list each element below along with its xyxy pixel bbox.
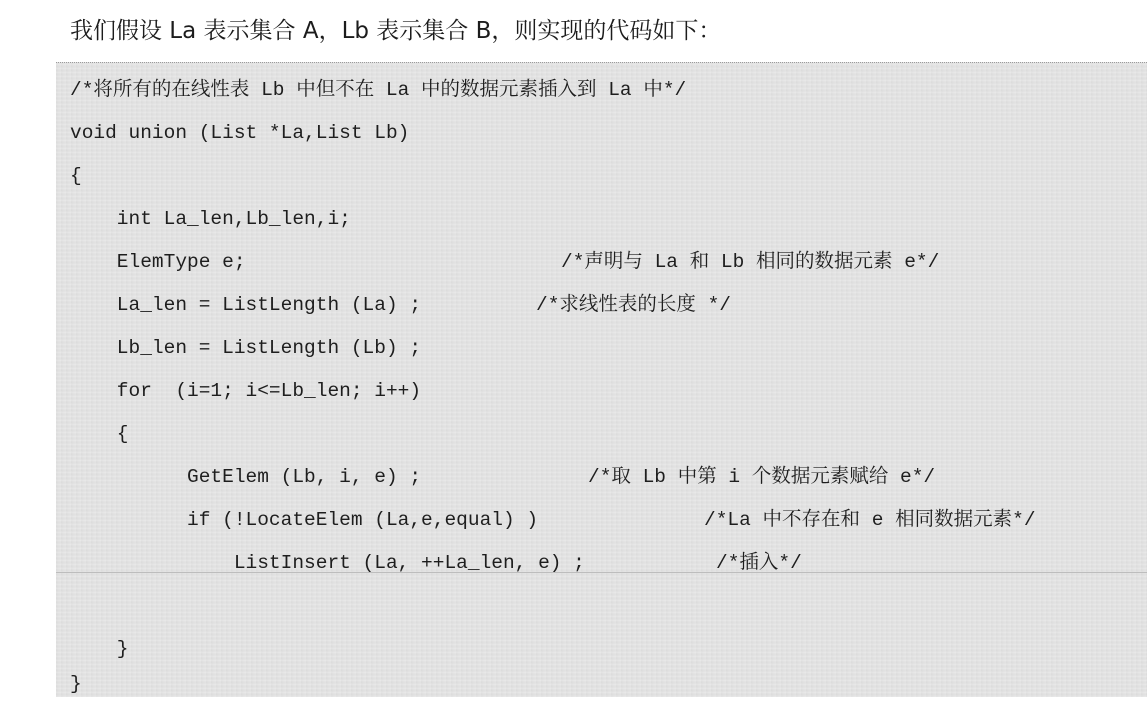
scan-divider-line <box>56 572 1147 573</box>
code-line-1: /*将所有的在线性表 Lb 中但不在 La 中的数据元素插入到 La 中*/ <box>70 79 687 101</box>
code-line-14: } <box>70 638 129 660</box>
code-line-7: Lb_len = ListLength (Lb) ; <box>70 337 422 359</box>
code-line-11: if (!LocateElem (La,e,equal) ) <box>70 509 539 531</box>
code-line-8: for (i=1; i<=Lb_len; i++) <box>70 380 422 402</box>
code-comment-5: /*声明与 La 和 Lb 相同的数据元素 e*/ <box>561 251 940 273</box>
intro-paragraph: 我们假设 La 表示集合 A，Lb 表示集合 B，则实现的代码如下： <box>70 18 722 44</box>
code-line-9: { <box>70 423 129 445</box>
code-line-10: GetElem (Lb, i, e) ; <box>70 466 422 488</box>
code-line-2: void union (List *La,List Lb) <box>70 122 410 144</box>
code-line-6: La_len = ListLength (La) ; <box>70 294 422 316</box>
code-comment-6: /*求线性表的长度 */ <box>536 294 732 316</box>
code-comment-10: /*取 Lb 中第 i 个数据元素赋给 e*/ <box>588 466 936 488</box>
code-comment-11: /*La 中不存在和 e 相同数据元素*/ <box>704 509 1036 531</box>
code-line-4: int La_len,Lb_len,i; <box>70 208 351 230</box>
code-line-15: } <box>70 673 82 695</box>
code-line-12: ListInsert (La, ++La_len, e) ; <box>70 552 585 574</box>
code-line-3: { <box>70 165 82 187</box>
code-line-5: ElemType e; <box>70 251 246 273</box>
code-comment-12: /*插入*/ <box>716 552 802 574</box>
code-block <box>56 62 1147 697</box>
